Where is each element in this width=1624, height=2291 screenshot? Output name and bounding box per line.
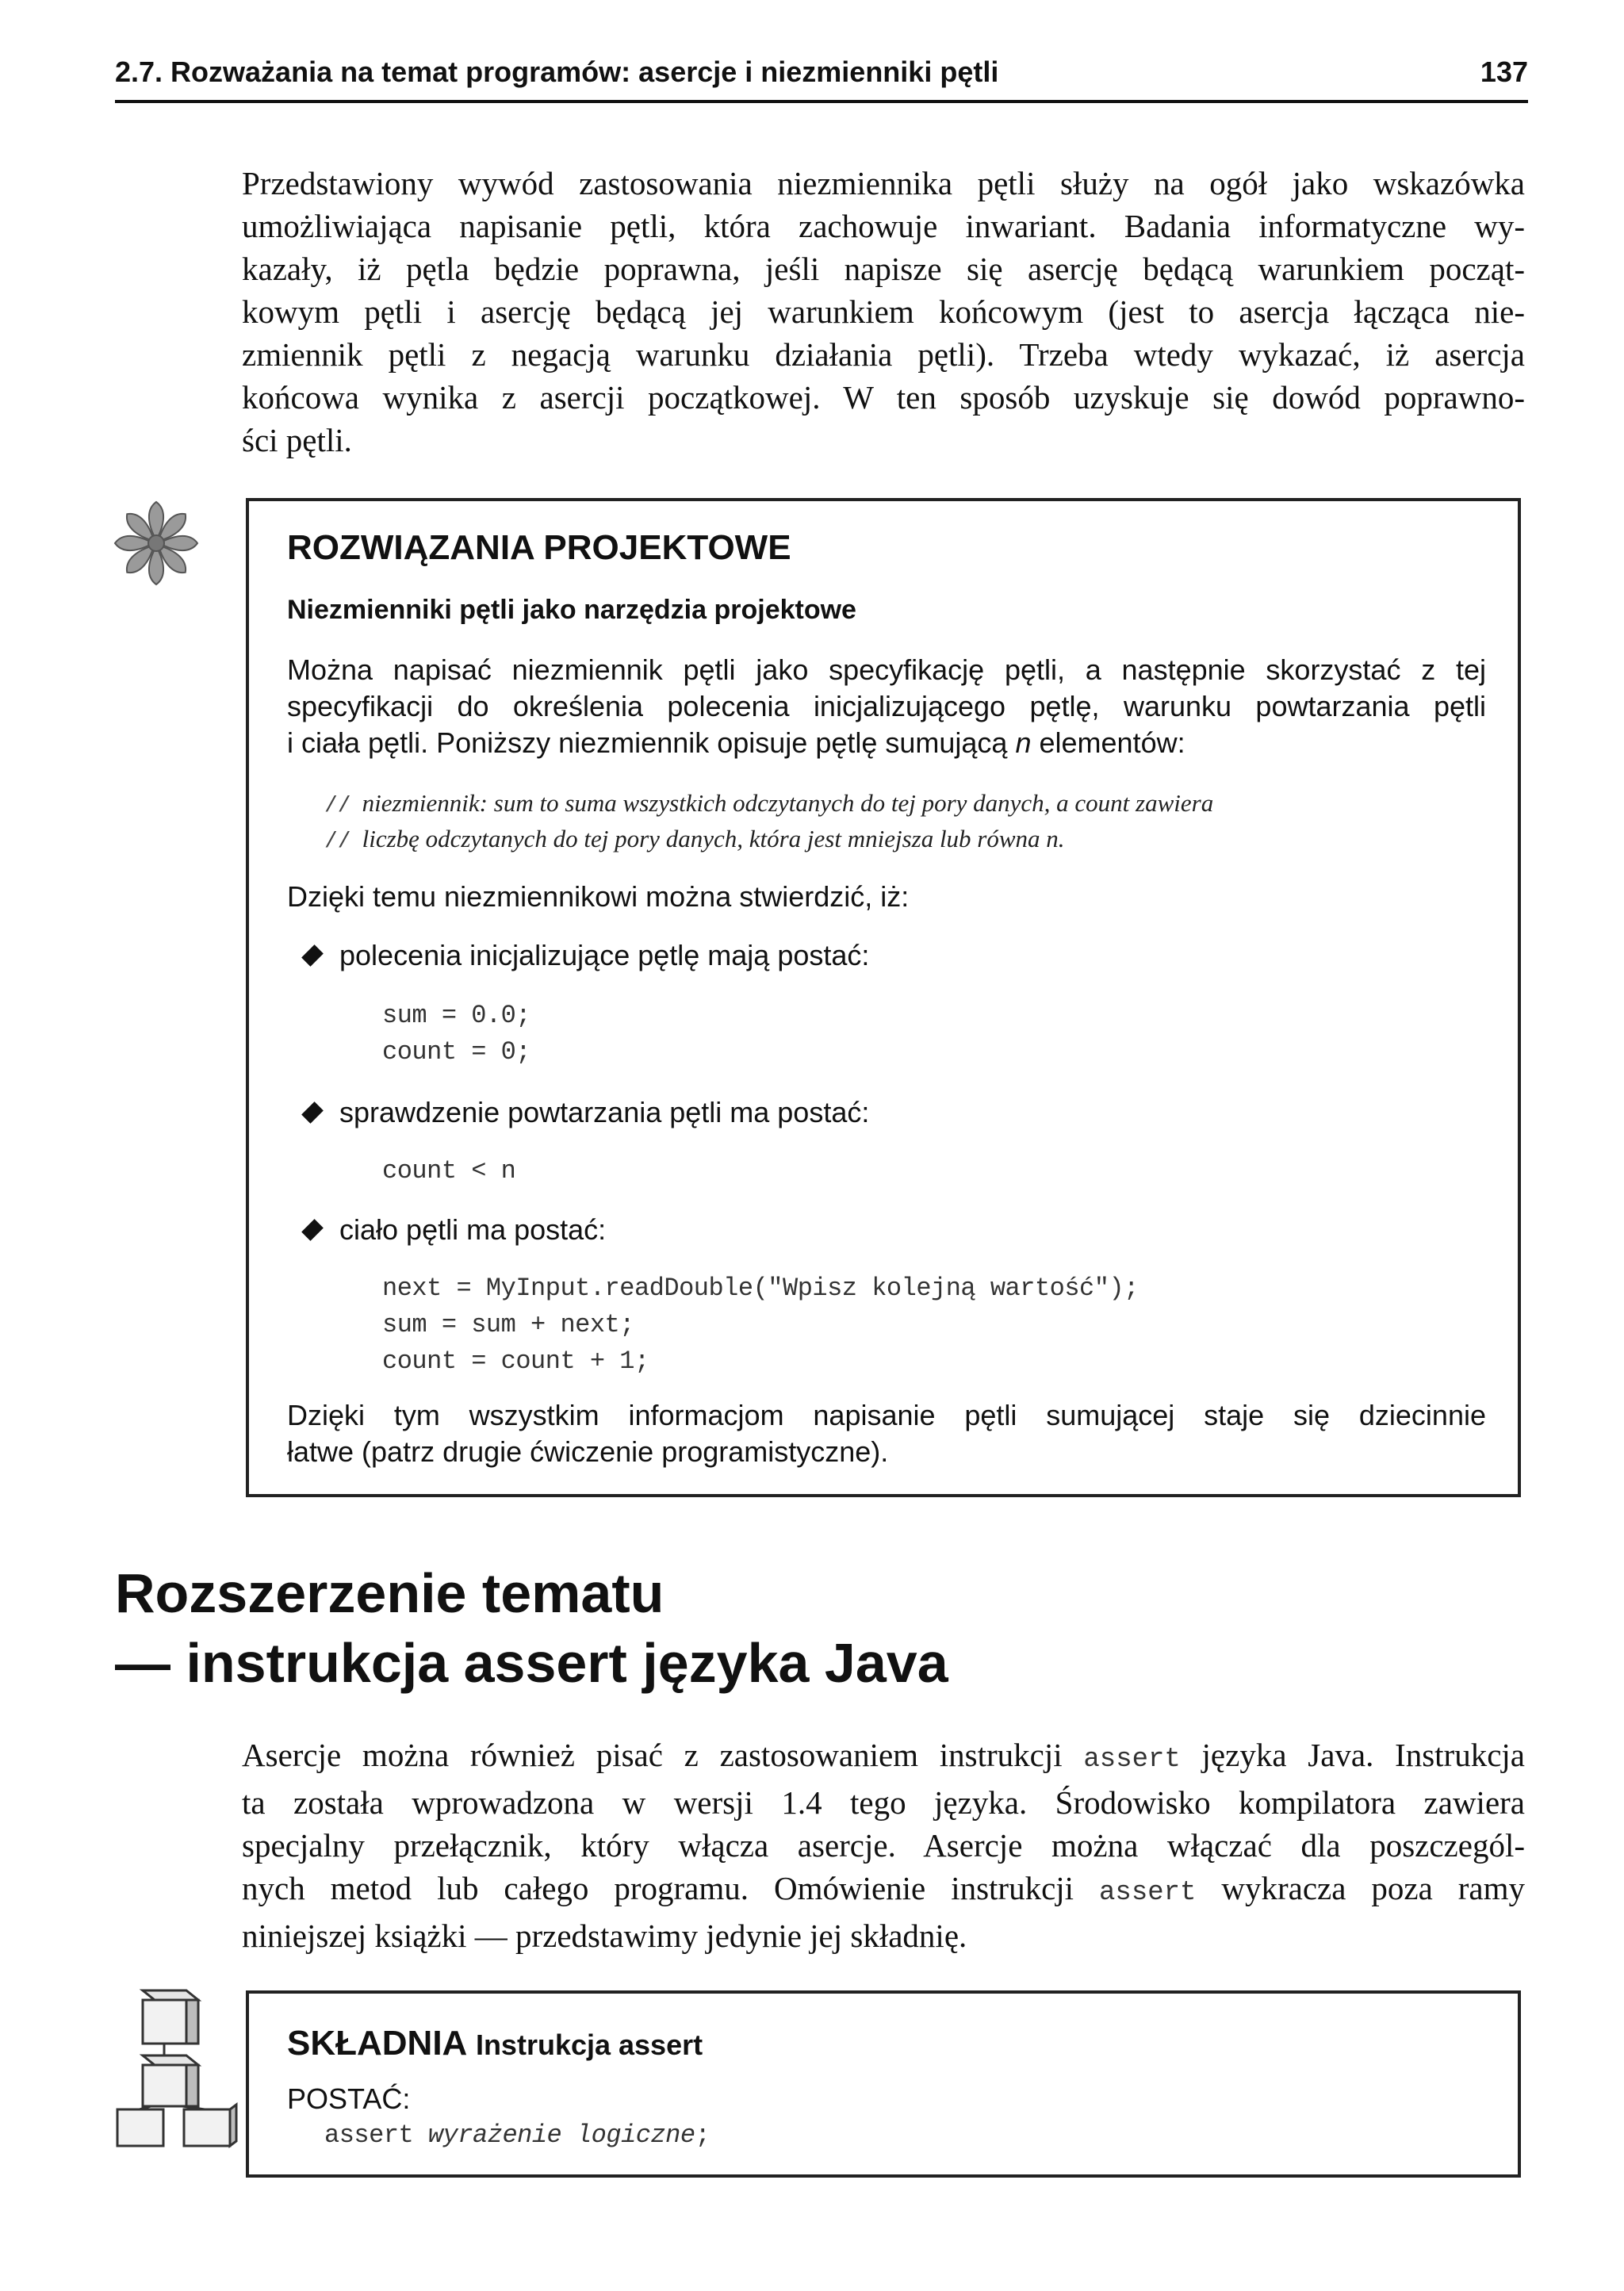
text-line: kowym pętli i asercję będącą jej warunkiem końcowym (jest to asercja łącząca nie- (242, 293, 1525, 330)
text-line: Dzięki temu niezmiennikowi można stwierdzić, iż: (287, 880, 910, 913)
text-line: kazały, iż pętla będzie poprawna, jeśli napisze się asercję będącą warunkiem począt- (242, 251, 1525, 287)
text-line: i ciała pętli. Poniższy niezmiennik opisuje pętlę sumującą n elementów: (287, 726, 1185, 759)
code-line: count = 0; (382, 1037, 531, 1067)
code-line: sum = 0.0; (382, 1001, 531, 1030)
text-line: umożliwiająca napisanie pętli, która zachowuje inwariant. Badania informatyczne wy- (242, 208, 1525, 244)
text-line: niniejszej książki — przedstawimy jedynie jej składnię. (242, 1917, 967, 1954)
bullet-item: sprawdzenie powtarzania pętli ma postać: (303, 1096, 869, 1129)
comment-line: // liczbę odczytanych do tej pory danych, która jest mniejsza lub równa n. (324, 825, 1065, 854)
inline-code: assert (1099, 1878, 1197, 1908)
syntax-title: SKŁADNIA Instrukcja assert (287, 2024, 703, 2063)
text-line: Można napisać niezmiennik pętli jako specyfikację pętli, a następnie skorzystać z tej (287, 653, 1486, 686)
box-subtitle: Niezmienniki pętli jako narzędzia projektowe (287, 595, 856, 625)
text-line: Przedstawiony wywód zastosowania niezmiennika pętli służy na ogół jako wskazówka (242, 165, 1525, 201)
text-line: Asercje można również pisać z zastosowaniem instrukcji assert języka Java. Instrukcja (242, 1737, 1525, 1775)
pinwheel-flower-icon (111, 498, 201, 588)
syntax-code: assert wyrażenie logiczne; (324, 2121, 710, 2150)
design-solutions-box (246, 498, 1521, 1497)
heading-line: — instrukcja assert języka Java (115, 1632, 948, 1694)
italic-n: n (1015, 726, 1032, 759)
bullet-item: polecenia inicjalizujące pętlę mają postać: (303, 939, 869, 972)
syntax-box (246, 1990, 1521, 2178)
running-header (115, 49, 1528, 103)
text-line: specyfikacji do określenia polecenia inicjalizującego pętlę, warunku powtarzania pętli (287, 690, 1486, 722)
stacked-blocks-icon (111, 1983, 238, 2149)
text-line: końcowa wynika z asercji początkowej. W ten sposób uzyskuje się dowód poprawno- (242, 379, 1525, 416)
box-paragraph (287, 1397, 1486, 1470)
running-title: 2.7. Rozważania na temat programów: asercje i niezmienniki pętli (115, 56, 999, 88)
comment-line: // niezmiennik: sum to suma wszystkich odczytanych do tej pory danych, a count zawiera (324, 789, 1214, 818)
code-line: sum = sum + next; (382, 1310, 634, 1339)
box-paragraph (287, 652, 1486, 761)
text-line: Dzięki tym wszystkim informacjom napisanie pętli sumującej staje się dziecinnie (287, 1399, 1486, 1431)
intro-paragraph (242, 162, 1525, 462)
heading-line: Rozszerzenie tematu (115, 1562, 665, 1624)
diamond-bullet-icon (301, 1219, 324, 1241)
code-line: count = count + 1; (382, 1347, 649, 1376)
inline-code: assert (1083, 1745, 1181, 1775)
text-line: nych metod lub całego programu. Omówienie instrukcji assert wykracza poza ramy (242, 1870, 1525, 1908)
diamond-bullet-icon (301, 944, 324, 967)
box-paragraph (287, 879, 1486, 915)
bullet-item: ciało pętli ma postać: (303, 1213, 606, 1247)
form-label: POSTAĆ: (287, 2082, 411, 2115)
text-line: specjalny przełącznik, który włącza asercje. Asercje można włączać dla poszczegól- (242, 1827, 1525, 1864)
code-line: count < n (382, 1156, 516, 1186)
assert-paragraph (242, 1734, 1525, 1957)
code-line: next = MyInput.readDouble("Wpisz kolejną wartość"); (382, 1274, 1139, 1303)
text-line: łatwe (patrz drugie ćwiczenie programistyczne). (287, 1435, 889, 1468)
box-title: ROZWIĄZANIA PROJEKTOWE (287, 528, 791, 567)
section-heading (115, 1558, 948, 1698)
text-line: zmiennik pętli z negacją warunku działania pętli). Trzeba wtedy wykazać, iż asercja (242, 336, 1525, 373)
diamond-bullet-icon (301, 1101, 324, 1124)
page-number: 137 (1480, 56, 1528, 88)
text-line: ści pętli. (242, 422, 352, 458)
text-line: ta została wprowadzona w wersji 1.4 tego języka. Środowisko kompilatora zawiera (242, 1784, 1525, 1821)
